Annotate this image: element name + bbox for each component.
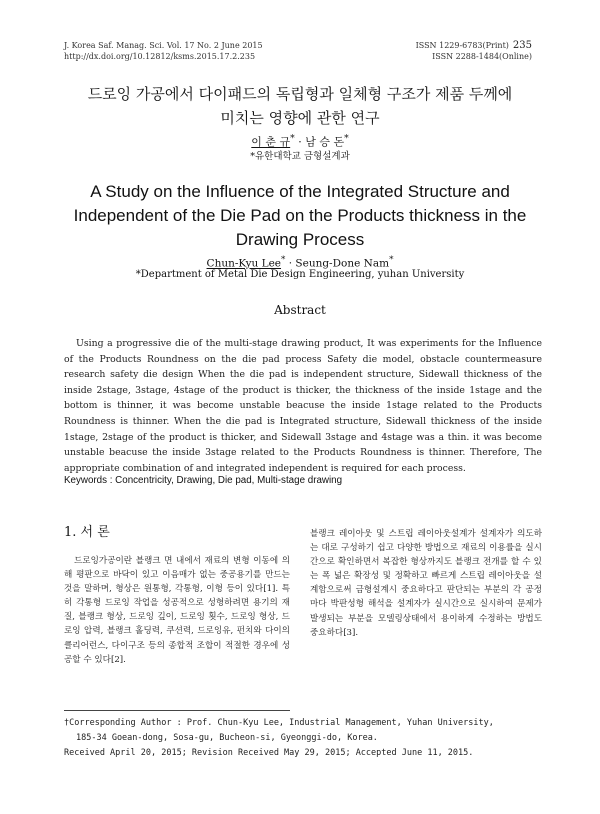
- korean-authors: [0, 132, 600, 150]
- footnote-corresponding-author: †Corresponding Author : Prof. Chun-Kyu Lee, Industrial Management, Yuhan University,: [64, 718, 494, 728]
- keywords: Keywords : Concentricity, Drawing, Die pad, Multi-stage drawing: [64, 475, 343, 486]
- korean-author-1: 이 춘 규: [251, 135, 291, 149]
- korean-author-2: 남 승 돈: [305, 135, 345, 149]
- english-title-line1: A Study on the Influence of the Integrated Structure and: [90, 182, 510, 201]
- korean-author-2-mark: *: [344, 133, 349, 144]
- english-affiliation: *Department of Metal Die Design Engineering, yuhan University: [135, 269, 465, 280]
- author-separator: ·: [294, 135, 306, 149]
- journal-citation: J. Korea Saf. Manag. Sci. Vol. 17 No. 2 June 2015: [64, 41, 263, 50]
- english-title-line3: Drawing Process: [235, 230, 365, 249]
- abstract-body: Using a progressive die of the multi-stage drawing product, It was experiments for the Influence of the Products Roundness on the die pad process Safety die model, obstacle countermeasure research safety die design When the die pad is independent structure, Sidewall thickness of the inside 2stage, 3stage, 4stage of the product is thicker, the thickness of the inside 1stage and the bottom is thinner, it was become unstable beacuse the inside 1stage related to the Products Roundness is thinner. When the die pad is Integrated structure, Sidewall thickness of the inside 1stage, 2stage of the product is thicker, and Sidewall 3stage and 4stage was a thin. it was become unstable beacuse the inside 3stage related to the Products Roundness is thinner. Therefore, The appropriate combination of and integrated independent is required for each process.: [64, 338, 542, 474]
- korean-title-line1: 드로잉 가공에서 다이패드의 독립형과 일체형 구조가 제품 두께에: [87, 85, 513, 103]
- english-author-2: Seung-Done Nam: [295, 257, 390, 270]
- english-author-1: Chun-Kyu Lee: [206, 257, 282, 270]
- abstract-heading: Abstract: [274, 303, 326, 317]
- footnote-address: 185-34 Goean-dong, Sosa-gu, Bucheon-si, Gyeonggi-do, Korea.: [76, 733, 378, 743]
- footnote-divider: [64, 710, 290, 711]
- page-number: 235: [512, 40, 532, 51]
- issn-print-line: [416, 40, 532, 51]
- korean-title: [0, 82, 600, 130]
- issn-print: ISSN 1229-6783(Print): [415, 41, 509, 50]
- issn-online: ISSN 2288-1484(Online): [432, 52, 532, 61]
- introduction-paragraph-right: 블랭크 레이아웃 및 스트립 레이아웃설계가 설계자가 의도하는 대로 구성하기 쉽고 다양한 방법으로 재료의 이용률을 실시간으로 확인하면서 복잡한 형상까지도 블랭크 전개를 할 수 있는 폭 넓은 확장성 및 정확하고 빠르게 스트립 레이아웃을 설계함으로써 금형설계시 중요하다고 판단되는 부분의 각 공정마다 박판성형 해석을 설계자가 실시간으로 실시하여 문제가 발생되는 부분을 모델링상태에서 용이하게 수정하는 방법도 중요하다[3].: [310, 529, 542, 638]
- english-author-2-mark: *: [389, 255, 394, 265]
- korean-title-line2: 미치는 영향에 관한 연구: [220, 109, 380, 127]
- english-author-1-mark: *: [281, 255, 286, 265]
- footnote-dates: Received April 20, 2015; Revision Received May 29, 2015; Accepted June 11, 2015.: [64, 748, 474, 758]
- english-title: [40, 180, 560, 252]
- footnote: [64, 716, 544, 761]
- korean-author-1-mark: *: [290, 133, 295, 144]
- korean-affiliation: *유한대학교 금형설계과: [250, 151, 350, 162]
- running-header-right: [416, 40, 532, 62]
- section-heading-introduction: 1. 서 론: [64, 525, 110, 540]
- english-title-line2: Independent of the Die Pad on the Products thickness in the: [73, 206, 527, 225]
- running-header-left: [64, 40, 263, 62]
- introduction-paragraph-left: 드로잉가공이란 블랭크 면 내에서 재료의 변형 이동에 의해 평판으로 바닥이 있고 이음매가 없는 중공용기를 만드는 것을 말하며, 형상은 원통형, 각통형, 이형 등이 있다[1]. 특히 각통형 드로잉 작업을 성공적으로 성형하려면 용기의 재질, 블랭크 형상, 드로잉 깊이, 드로잉 횟수, 드로잉 형상, 드로잉 압력, 블랭크 홀딩력, 쿠션력, 드로잉유, 펀치와 다이의 클리어런스, 다이구조 등의 종합적 조합이 적절한 경우에 성공할 수 있다[2].: [64, 556, 290, 665]
- author-separator: ·: [285, 257, 296, 270]
- doi-link[interactable]: http://dx.doi.org/10.12812/ksms.2015.17.2.235: [64, 52, 256, 61]
